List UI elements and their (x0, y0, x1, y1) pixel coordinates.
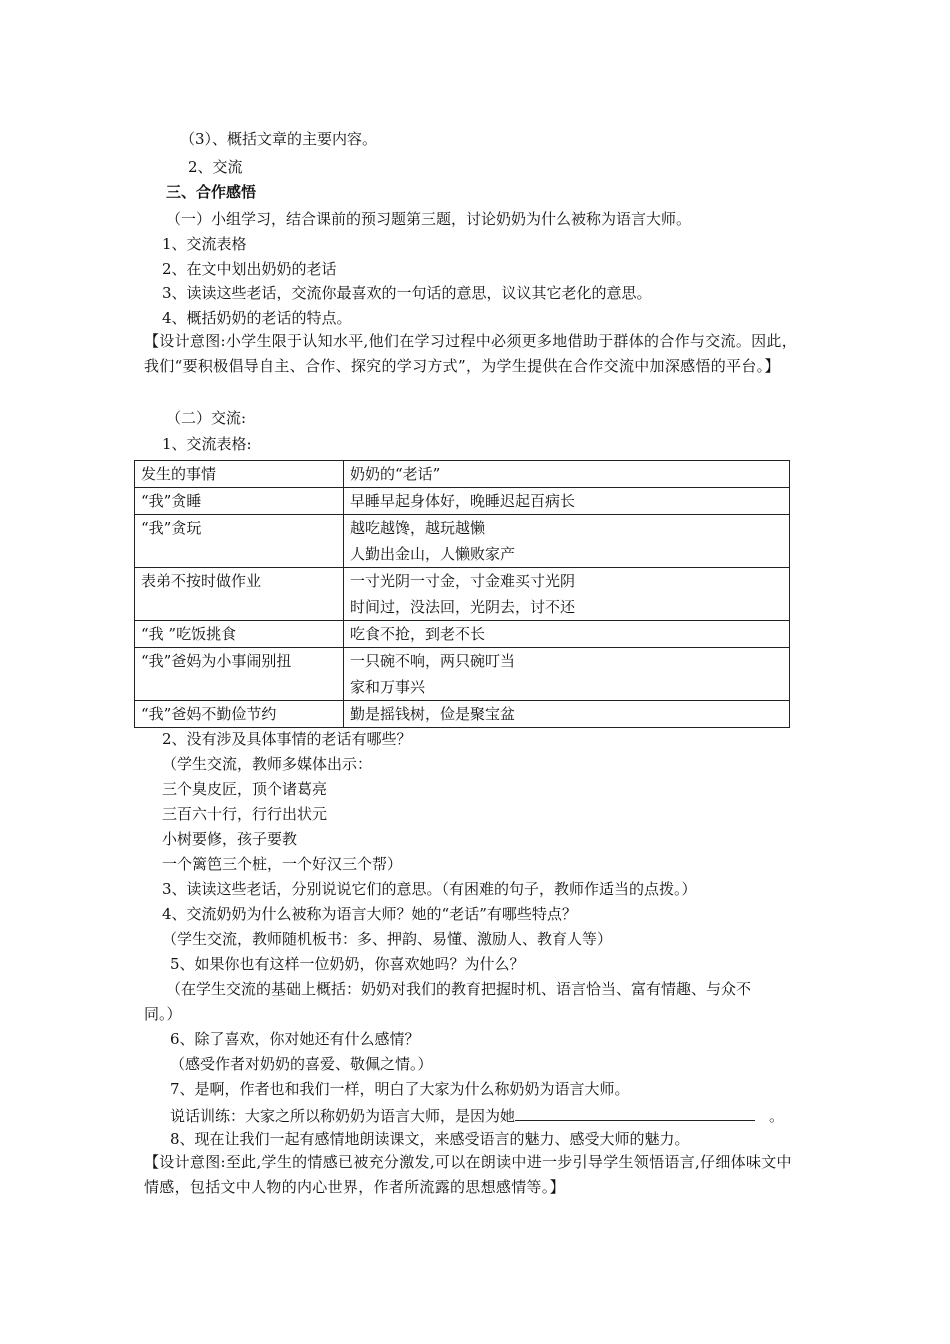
question-8: 8、现在让我们一起有感情地朗读课文，来感受语言的魅力、感受大师的魅力。 (170, 1130, 690, 1148)
saying: 一寸光阴一寸金，寸金难买寸光阴 (350, 572, 576, 590)
q2-note-open: （学生交流，教师多媒体出示： (162, 755, 373, 773)
question-5: 5、如果你也有这样一位奶奶，你喜欢她吗？为什么？ (170, 955, 525, 973)
q2-note-close: 一个篱笆三个桩，一个好汉三个帮） (162, 855, 403, 873)
question-4: 4、交流奶奶为什么被称为语言大师？她的“老话”有哪些特点？ (162, 905, 577, 923)
table-row (135, 701, 790, 728)
event-cell: “我 ”吃饭挑食 (135, 621, 344, 648)
q5-note-line2: 同。） (144, 1005, 182, 1023)
sayings-cell (344, 568, 790, 621)
table-header-row (135, 461, 790, 488)
table-row (135, 568, 790, 621)
section-heading: 三、合作感悟 (166, 183, 257, 201)
sayings-cell (344, 488, 790, 515)
question-7: 7、是啊，作者也和我们一样，明白了大家为什么称奶奶为语言大师。 (170, 1080, 630, 1098)
q5-note-line1: （在学生交流的基础上概括：奶奶对我们的教育把握时机、语言恰当、富有情趣、与众不 (166, 980, 752, 998)
answer-blank[interactable] (515, 1105, 755, 1121)
table-heading: 1、交流表格: (162, 435, 252, 453)
table-row (135, 488, 790, 515)
saying: 时间过，没法回，光阴去，讨不还 (350, 598, 576, 616)
event-cell: “我”爸妈不勤俭节约 (135, 701, 344, 728)
group-study-paragraph: （一）小组学习，结合课前的预习题第三题，讨论奶奶为什么被称为语言大师。 (166, 210, 692, 228)
event-cell: 表弟不按时做作业 (135, 568, 344, 621)
sayings-cell (344, 621, 790, 648)
q2-saying-2: 三百六十行，行行出状元 (162, 805, 328, 823)
q6-note: （感受作者对奶奶的喜爱、敬佩之情。） (170, 1055, 433, 1073)
saying: 早睡早起身体好，晚睡迟起百病长 (350, 492, 576, 510)
sayings-cell (344, 648, 790, 701)
speech-training-prompt: 说话训练：大家之所以称奶奶为语言大师，是因为她 (170, 1107, 516, 1125)
speech-training-end: 。 (769, 1107, 785, 1125)
sayings-table (134, 460, 790, 728)
saying: 越吃越馋，越玩越懒 (350, 519, 486, 537)
step-2: 2、在文中划出奶奶的老话 (162, 260, 337, 278)
saying: 吃食不抢，到老不长 (350, 625, 486, 643)
event-cell: “我”爸妈为小事闹别扭 (135, 648, 344, 701)
saying: 勤是摇钱树，俭是聚宝盆 (350, 705, 516, 723)
saying: 家和万事兴 (350, 678, 426, 696)
table-row (135, 621, 790, 648)
q2-saying-3: 小树要修，孩子要教 (162, 830, 298, 848)
question-6: 6、除了喜欢，你对她还有什么感情？ (170, 1030, 420, 1048)
speech-training (170, 1105, 784, 1125)
design-intent-1: 【设计意图:小学生限于认知水平,他们在学习过程中必须更多地借助于群体的合作与交流。因此，我们“要积极倡导自主、合作、探究的学习方式”，为学生提供在合作交流中加深感悟的平台。】 (144, 332, 798, 375)
step-1: 1、交流表格 (162, 235, 247, 253)
question-2: 2、没有涉及具体事情的老话有哪些？ (162, 730, 412, 748)
item-3-summarize: （3）、概括文章的主要内容。 (180, 130, 378, 148)
step-4: 4、概括奶奶的老话的特点。 (162, 309, 352, 327)
saying: 一只碗不响，两只碗叮当 (350, 652, 516, 670)
sayings-cell (344, 515, 790, 568)
sayings-cell (344, 701, 790, 728)
header-sayings: 奶奶的“老话” (344, 461, 790, 488)
event-cell: “我”贪玩 (135, 515, 344, 568)
exchange-heading: （二）交流: (166, 409, 247, 427)
question-3: 3、读读这些老话，分别说说它们的意思。（有困难的句子，教师作适当的点拨。） (162, 880, 697, 898)
q4-note: （学生交流，教师随机板书：多、押韵、易懂、激励人、教育人等） (162, 930, 613, 948)
q2-saying-1: 三个臭皮匠，顶个诸葛亮 (162, 780, 328, 798)
event-cell: “我”贪睡 (135, 488, 344, 515)
header-event: 发生的事情 (135, 461, 344, 488)
item-2-exchange: 2、交流 (188, 158, 243, 176)
design-intent-2: 【设计意图:至此,学生的情感已被充分激发,可以在朗读中进一步引导学生领悟语言,仔细体味文中情感，包括文中人物的内心世界，作者所流露的思想感情等。】 (144, 1153, 792, 1196)
table-row (135, 648, 790, 701)
table-row (135, 515, 790, 568)
saying: 人勤出金山，人懒败家产 (350, 545, 516, 563)
step-3: 3、读读这些老话，交流你最喜欢的一句话的意思，议议其它老化的意思。 (162, 284, 652, 302)
